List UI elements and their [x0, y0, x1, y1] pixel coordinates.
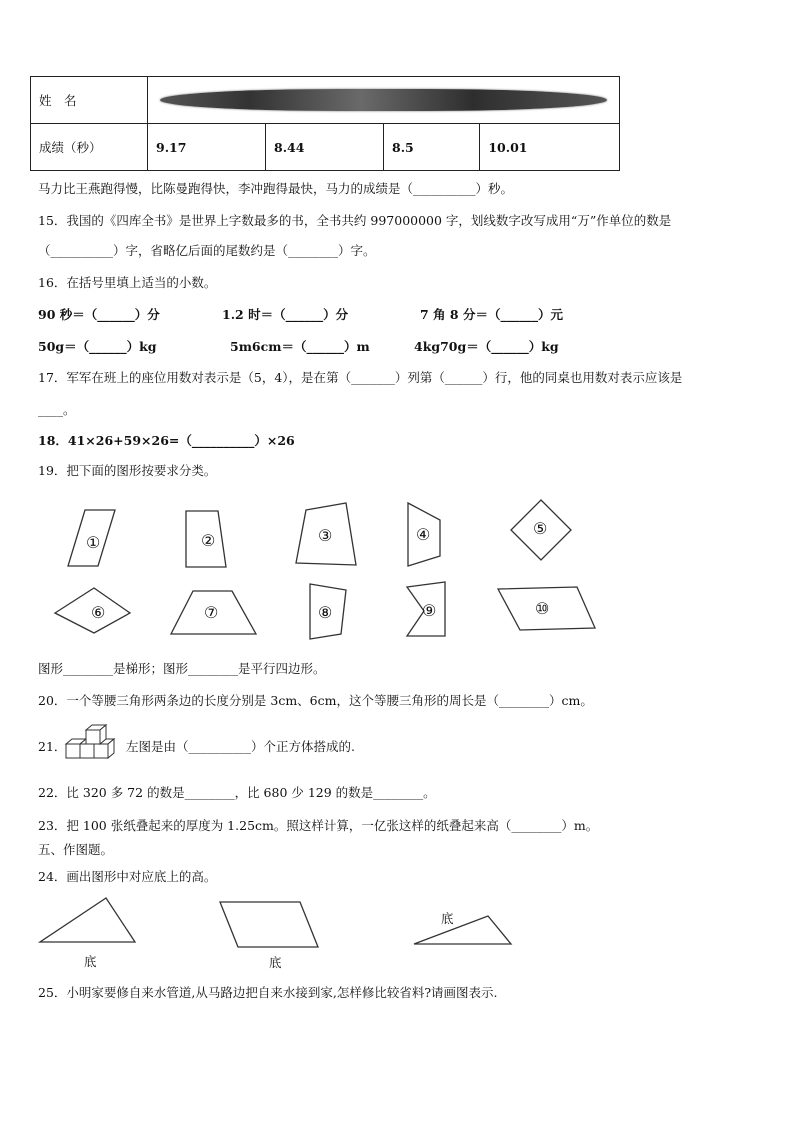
score-cell: 8.5 [384, 124, 480, 171]
score-cell: 8.44 [266, 124, 384, 171]
shape-label: ① [86, 533, 101, 552]
q21-text: 左图是由（__________）个正方体搭成的. [126, 739, 355, 754]
shape-label: ⑩ [535, 599, 550, 618]
q19-answer: 图形________是梯形；图形________是平行四边形。 [38, 661, 326, 676]
shape-label: ⑤ [533, 519, 548, 538]
shape-label: ⑥ [91, 603, 106, 622]
shape-label: ⑧ [318, 603, 333, 622]
q18: 18．41×26+59×26=（__________）×26 [38, 433, 295, 448]
base-label: 底 [269, 955, 282, 970]
base-label: 底 [84, 954, 97, 969]
q14-tail: 马力比王燕跑得慢，比陈曼跑得快，李冲跑得最快，马力的成绩是（__________）秒。 [38, 181, 514, 196]
q16-item: 90 秒＝（______）分 [38, 307, 160, 322]
name-header: 姓 名 [31, 77, 148, 124]
shape-label: ② [201, 531, 216, 550]
q25: 25．小明家要修自来水管道,从马路边把自来水接到家,怎样修比较省料?请画图表示. [38, 985, 498, 1000]
q16-item: 50g＝（______）kg [38, 339, 157, 354]
triangle-figure-1 [40, 898, 135, 942]
shape-label: ⑨ [422, 601, 437, 620]
q21-number: 21． [38, 739, 67, 754]
parallelogram-figure [220, 902, 318, 947]
q16-item: 7 角 8 分＝（______）元 [420, 307, 563, 322]
q23: 23．把 100 张纸叠起来的厚度为 1.25cm。照这样计算，一亿张这样的纸叠起来高（________）m。 [38, 818, 599, 833]
section-5-heading: 五、作图题。 [38, 842, 114, 857]
q24-title: 24．画出图形中对应底上的高。 [38, 869, 217, 884]
q16-title: 16．在括号里填上适当的小数。 [38, 275, 217, 290]
score-cell: 10.01 [480, 124, 620, 171]
q19-title: 19．把下面的图形按要求分类。 [38, 463, 217, 478]
shape-label: ③ [318, 526, 333, 545]
q17-line1: 17．军军在班上的座位用数对表示是（5，4），是在第（_______）列第（______）行，他的同桌也用数对表示应该是 [38, 370, 683, 385]
q16-item: 1.2 时＝（______）分 [222, 307, 349, 322]
q15-line2: （__________）字，省略亿后面的尾数约是（________）字。 [38, 243, 376, 258]
q15-line1: 15．我国的《四库全书》是世界上字数最多的书，全书共约 997000000 字，划线数字改写成用“万”作单位的数是 [38, 213, 672, 228]
shape-label: ⑦ [204, 603, 219, 622]
triangle-figure-3 [414, 916, 511, 944]
q16-item: 4kg70g＝（______）kg [414, 339, 559, 354]
q22: 22．比 320 多 72 的数是________，比 680 少 129 的数是________。 [38, 785, 436, 800]
shape-label: ④ [416, 525, 431, 544]
q20: 20．一个等腰三角形两条边的长度分别是 3cm、6cm，这个等腰三角形的周长是（________）cm。 [38, 693, 593, 708]
score-header: 成绩（秒） [31, 124, 148, 171]
score-cell: 9.17 [148, 124, 266, 171]
base-label: 底 [441, 911, 454, 926]
q17-line2: ____。 [38, 402, 76, 417]
q16-item: 5m6cm＝（______）m [230, 339, 370, 354]
